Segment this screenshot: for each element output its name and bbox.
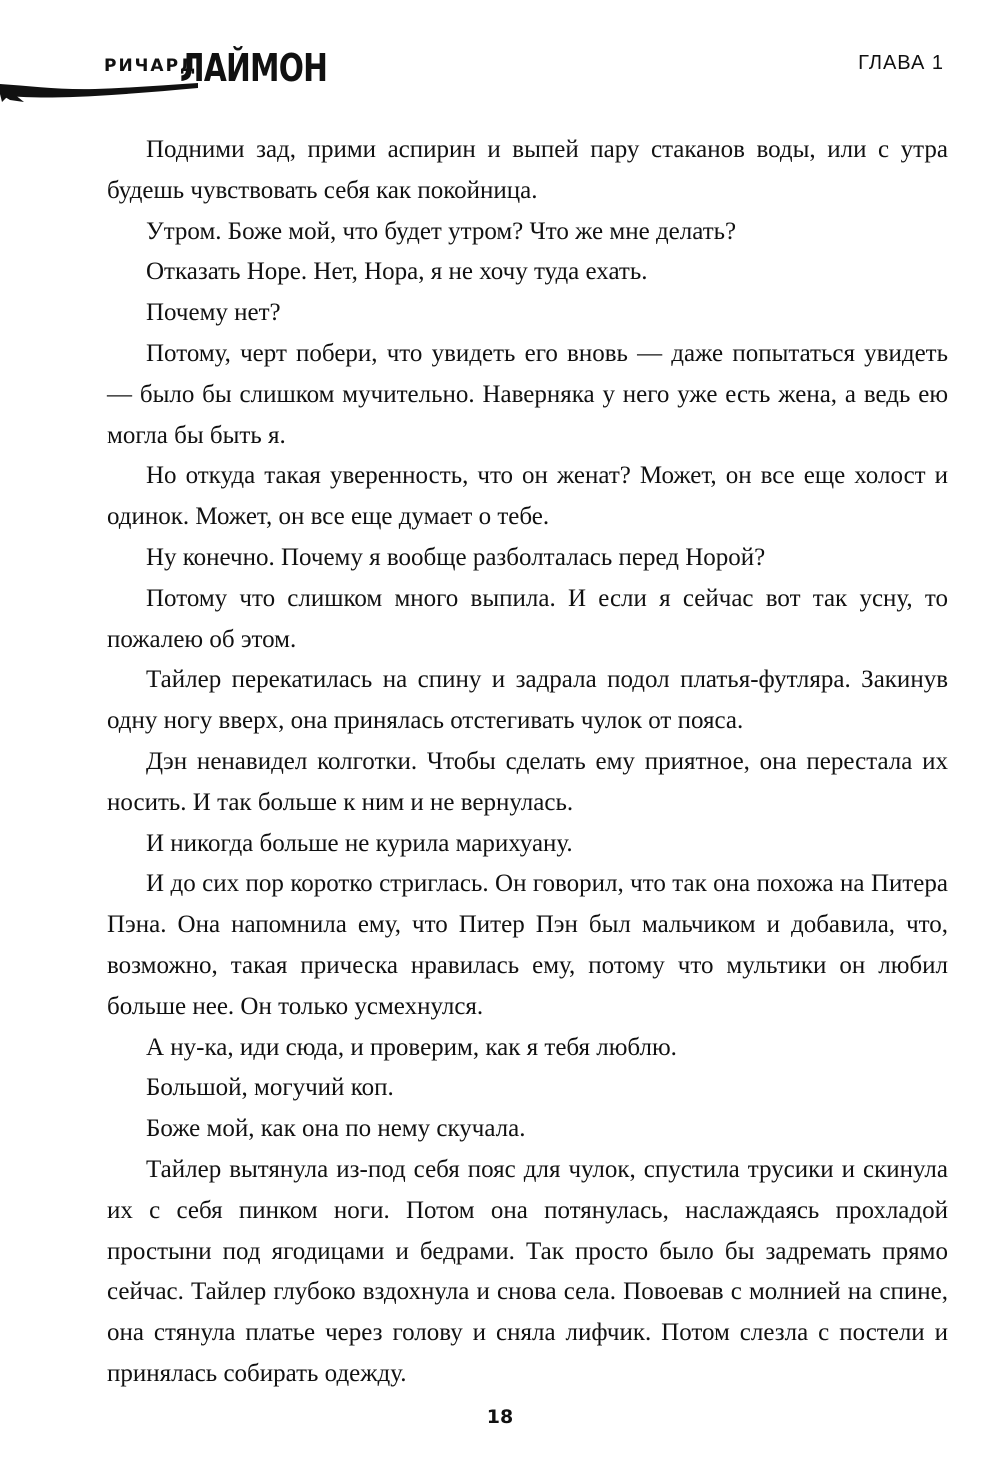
paragraph: Отказать Норе. Нет, Нора, я не хочу туда ехать.	[146, 258, 648, 286]
paragraph: Почему нет?	[146, 299, 281, 327]
paragraph: Дэн ненавидел колготки. Чтобы сделать ему приятное, она перестала их носить. И так больше к ним и не вернулась.	[107, 747, 948, 816]
paragraph: Подними зад, прими аспирин и выпей пару стаканов воды, или с утра будешь чувствовать себя как покойница.	[107, 136, 948, 204]
paragraph: Ну конечно. Почему я вообще разболталась перед Норой?	[146, 543, 766, 571]
chapter-label: ГЛАВА 1	[858, 52, 944, 74]
paragraph: И до сих пор коротко стриглась. Он говорил, что так она похожа на Питера Пэна. Она напомнила ему, что Питер Пэн был мальчиком и добавила, что, возможно, такая прическа нравилась ему, потому что мультики он любил больше нее. Он только усмехнулся.	[107, 870, 948, 1020]
paragraph: Большой, могучий коп.	[146, 1074, 394, 1102]
author-first-name: РИЧАРД	[104, 56, 198, 76]
paragraph: Боже мой, как она по нему скучала.	[146, 1115, 526, 1143]
author-last-name: ЛАЙМОН	[180, 46, 328, 90]
paragraph: Потому, черт побери, что увидеть его вновь — даже попытаться увидеть — было бы слишком мучительно. Наверняка у него уже есть жена, а ведь ею могла бы быть я.	[107, 339, 948, 449]
page-number: 18	[486, 1406, 514, 1428]
paragraph: Утром. Боже мой, что будет утром? Что же мне делать?	[146, 217, 737, 245]
paragraph: И никогда больше не курила марихуану.	[146, 829, 573, 857]
brush-stroke-decoration	[0, 72, 200, 112]
body-text	[107, 130, 948, 1395]
paragraph: Потому что слишком много выпила. И если я сейчас вот так усну, то пожалею об этом.	[107, 584, 948, 653]
paragraph: Тайлер перекатилась на спину и задрала подол платья-футляра. Закинув одну ногу вверх, она принялась отстегивать чулок от пояса.	[107, 666, 948, 735]
paragraph: А ну-ка, иди сюда, и проверим, как я тебя люблю.	[146, 1033, 677, 1061]
paragraph: Тайлер вытянула из-под себя пояс для чулок, спустила трусики и скинула их с себя пинком ноги. Потом она потянулась, наслаждаясь прохладой простыни под ягодицами и бедрами. Так просто было бы задремать прямо сейчас. Тайлер глубоко вздохнула и снова села. Повоевав с молнией на спине, она стянула платье через голову и сняла лифчик. Потом слезла с постели и принялась собирать одежду.	[107, 1155, 948, 1387]
paragraph: Но откуда такая уверенность, что он женат? Может, он все еще холост и одинок. Может, он все еще думает о тебе.	[107, 462, 948, 531]
